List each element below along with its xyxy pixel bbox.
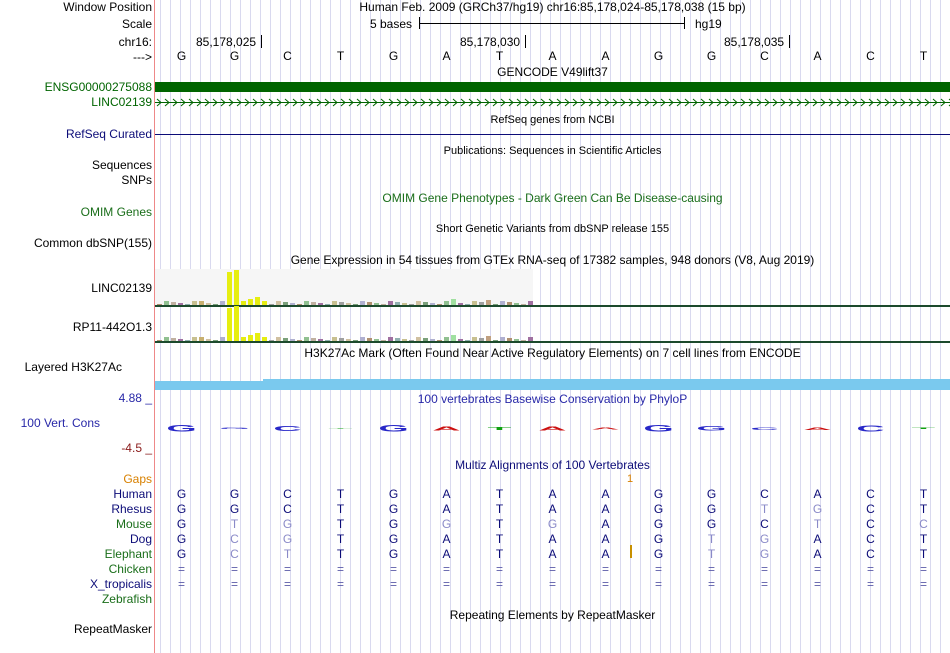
strand-label: ---> xyxy=(133,50,152,64)
alignment-base: = xyxy=(336,577,344,591)
alignment-base: T xyxy=(760,502,769,516)
gencode-gene-bar-ensg[interactable] xyxy=(155,82,950,92)
omim-track-title[interactable]: OMIM Gene Phenotypes - Dark Green Can Be Disease-causing xyxy=(382,191,723,205)
phylop-base-glyph: T xyxy=(328,427,353,430)
alignment-base: A xyxy=(601,487,610,501)
alignment-base: = xyxy=(601,577,609,591)
phylop-base-glyph: A xyxy=(538,425,567,432)
alignment-base: = xyxy=(389,562,397,576)
refseq-label[interactable]: RefSeq Curated xyxy=(65,127,152,141)
phylop-base-glyph: T xyxy=(911,427,936,430)
alignment-base: T xyxy=(919,502,928,516)
alignment-base: = xyxy=(230,562,238,576)
alignment-base: G xyxy=(653,517,664,531)
gtex-gene-rp11[interactable]: RP11-442O1.3 xyxy=(72,320,152,334)
alignment-base: G xyxy=(653,487,664,501)
alignment-base: G xyxy=(176,547,187,561)
phylop-base-glyph: G xyxy=(219,427,250,430)
alignment-base: = xyxy=(707,562,715,576)
species-label[interactable]: X_tropicalis xyxy=(89,577,152,591)
reference-base: A xyxy=(601,49,610,63)
alignment-base: A xyxy=(601,502,610,516)
gencode-item-linc[interactable]: LINC02139 xyxy=(91,95,152,109)
gtex-gene-linc[interactable]: LINC02139 xyxy=(91,281,152,295)
h3k27ac-signal-low[interactable] xyxy=(155,381,263,390)
alignment-base: C xyxy=(866,547,875,561)
species-label[interactable]: Human xyxy=(113,487,152,501)
alignment-base: = xyxy=(919,577,927,591)
scale-bar-right-tick xyxy=(684,17,685,29)
alignment-base: C xyxy=(283,502,292,516)
alignment-base: T xyxy=(495,502,504,516)
reference-base: G xyxy=(653,49,664,63)
alignment-base: = xyxy=(813,577,821,591)
alignment-base: = xyxy=(495,562,503,576)
gtex-tissue-bar[interactable] xyxy=(234,306,239,341)
alignment-base: = xyxy=(548,577,556,591)
alignment-base: C xyxy=(866,517,875,531)
alignment-base: G xyxy=(176,532,187,546)
alignment-base: T xyxy=(919,532,928,546)
alignment-base: = xyxy=(389,577,397,591)
alignment-base: T xyxy=(336,487,345,501)
alignment-base: = xyxy=(919,562,927,576)
coord-3-tick xyxy=(789,35,790,48)
cons-label[interactable]: 100 Vert. Cons xyxy=(20,416,100,430)
h3k27ac-label[interactable]: Layered H3K27Ac xyxy=(24,360,122,374)
coord-2-tick xyxy=(525,35,526,48)
alignment-base: G xyxy=(176,487,187,501)
alignment-base: G xyxy=(653,547,664,561)
alignment-base: = xyxy=(495,577,503,591)
alignment-base: = xyxy=(654,577,662,591)
scale-bar xyxy=(419,23,684,24)
gaps-label[interactable]: Gaps xyxy=(123,472,152,486)
alignment-base: T xyxy=(230,517,239,531)
alignment-base: = xyxy=(813,562,821,576)
alignment-base: G xyxy=(812,502,823,516)
alignment-base: C xyxy=(866,502,875,516)
alignment-base: A xyxy=(442,487,451,501)
gtex-tissue-bar[interactable] xyxy=(227,308,232,341)
alignment-base: G xyxy=(282,517,293,531)
alignment-base: = xyxy=(707,577,715,591)
reference-base: A xyxy=(442,49,451,63)
alignment-base: = xyxy=(654,562,662,576)
phylop-base-glyph: G xyxy=(378,423,409,434)
alignment-base: G xyxy=(388,502,399,516)
alignment-base: T xyxy=(919,487,928,501)
alignment-base: T xyxy=(495,547,504,561)
alignment-base: G xyxy=(706,517,717,531)
reference-base: G xyxy=(176,49,187,63)
alignment-base: G xyxy=(547,517,558,531)
alignment-base: A xyxy=(548,502,557,516)
alignment-base: A xyxy=(442,532,451,546)
scale-label: Scale xyxy=(121,17,152,31)
elephant-gap-mark xyxy=(630,545,632,558)
phylop-base-glyph: A xyxy=(803,426,832,431)
species-label[interactable]: Zebrafish xyxy=(101,592,152,606)
alignment-base: G xyxy=(176,502,187,516)
alignment-base: G xyxy=(706,487,717,501)
alignment-base: T xyxy=(495,532,504,546)
gtex-baseline-rp11 xyxy=(155,341,950,343)
alignment-base: A xyxy=(442,547,451,561)
gencode-item-ensg[interactable]: ENSG00000275088 xyxy=(44,80,152,94)
alignment-base: G xyxy=(706,502,717,516)
gtex-bg-linc xyxy=(155,269,533,305)
gtex-tissue-bar[interactable] xyxy=(255,297,260,305)
gencode-intron-arrows xyxy=(155,98,950,107)
scale-db: hg19 xyxy=(695,17,722,31)
alignment-base: G xyxy=(229,487,240,501)
alignment-base: T xyxy=(336,517,345,531)
alignment-base: T xyxy=(336,532,345,546)
species-label[interactable]: Rhesus xyxy=(111,502,152,516)
alignment-base: T xyxy=(813,517,822,531)
coord-2: 85,178,030 xyxy=(460,35,521,49)
alignment-base: = xyxy=(601,562,609,576)
alignment-base: T xyxy=(336,502,345,516)
alignment-base: = xyxy=(760,562,768,576)
snps-label[interactable]: SNPs xyxy=(121,173,152,187)
alignment-base: A xyxy=(601,517,610,531)
alignment-base: = xyxy=(442,562,450,576)
alignment-base: = xyxy=(760,577,768,591)
gap-count-mark[interactable]: 1 xyxy=(627,473,634,485)
alignment-base: = xyxy=(866,562,874,576)
alignment-base: T xyxy=(707,547,716,561)
alignment-base: A xyxy=(813,547,822,561)
alignment-base: = xyxy=(866,577,874,591)
window-position-label: Window Position xyxy=(63,0,152,14)
reference-base: T xyxy=(336,49,345,63)
alignment-base: A xyxy=(813,532,822,546)
alignment-base: A xyxy=(548,487,557,501)
dbsnp-track-title[interactable]: Short Genetic Variants from dbSNP release 155 xyxy=(435,223,670,235)
coord-3: 85,178,035 xyxy=(724,35,785,49)
phylop-base-glyph: G xyxy=(166,423,197,434)
repeatmasker-label[interactable]: RepeatMasker xyxy=(73,622,152,636)
alignment-base: T xyxy=(495,487,504,501)
phylop-track-title[interactable]: 100 vertebrates Basewise Conservation by PhyloP xyxy=(417,392,688,406)
alignment-base: = xyxy=(283,577,291,591)
alignment-base: C xyxy=(283,487,292,501)
omim-label[interactable]: OMIM Genes xyxy=(80,205,152,219)
reference-base: T xyxy=(495,49,504,63)
multiz-track-title[interactable]: Multiz Alignments of 100 Vertebrates xyxy=(455,458,650,472)
alignment-base: C xyxy=(760,517,769,531)
gtex-tissue-bar[interactable] xyxy=(234,270,239,305)
alignment-base: A xyxy=(548,547,557,561)
reference-base: C xyxy=(283,49,292,63)
scale-text: 5 bases xyxy=(370,17,413,31)
reference-base: T xyxy=(919,49,928,63)
species-label[interactable]: Dog xyxy=(129,532,152,546)
species-label[interactable]: Elephant xyxy=(104,547,152,561)
phylop-base-glyph: G xyxy=(643,423,674,434)
coord-1: 85,178,025 xyxy=(196,35,257,49)
alignment-base: T xyxy=(336,547,345,561)
alignment-base: G xyxy=(229,502,240,516)
chrom-label: chr16: xyxy=(118,35,152,49)
sequences-label[interactable]: Sequences xyxy=(91,158,152,172)
alignment-base: G xyxy=(282,532,293,546)
gencode-track-title[interactable]: GENCODE V49lift37 xyxy=(497,65,608,79)
reference-base: C xyxy=(760,49,769,63)
gtex-tissue-bar[interactable] xyxy=(227,272,232,305)
alignment-base: A xyxy=(548,532,557,546)
alignment-base: T xyxy=(919,547,928,561)
phylop-base-glyph: T xyxy=(487,425,512,432)
alignment-base: = xyxy=(177,577,185,591)
gtex-baseline-linc xyxy=(155,305,950,307)
alignment-base: G xyxy=(388,487,399,501)
alignment-base: C xyxy=(919,517,928,531)
alignment-base: C xyxy=(230,547,239,561)
reference-base: A xyxy=(548,49,557,63)
repeatmasker-track-title[interactable]: Repeating Elements by RepeatMasker xyxy=(449,608,656,622)
dbsnp-label[interactable]: Common dbSNP(155) xyxy=(33,236,152,250)
alignment-base: = xyxy=(177,562,185,576)
alignment-base: G xyxy=(653,532,664,546)
reference-base: G xyxy=(706,49,717,63)
alignment-base: = xyxy=(442,577,450,591)
alignment-base: G xyxy=(388,547,399,561)
phylop-base-glyph: G xyxy=(696,424,727,433)
refseq-track-title[interactable]: RefSeq genes from NCBI xyxy=(490,114,615,126)
alignment-base: C xyxy=(760,487,769,501)
alignment-base: A xyxy=(601,547,610,561)
phylop-base-glyph: C xyxy=(856,423,885,434)
reference-base: C xyxy=(866,49,875,63)
species-label[interactable]: Mouse xyxy=(115,517,152,531)
species-label[interactable]: Chicken xyxy=(108,562,152,576)
alignment-base: G xyxy=(388,532,399,546)
h3k27ac-track-title[interactable]: H3K27Ac Mark (Often Found Near Active Regulatory Elements) on 7 cell lines from ENCODE xyxy=(304,346,801,360)
assembly-position[interactable]: Human Feb. 2009 (GRCh37/hg19) chr16:85,178,024-85,178,038 (15 bp) xyxy=(359,0,746,14)
reference-base: G xyxy=(229,49,240,63)
alignment-base: T xyxy=(707,532,716,546)
alignment-base: G xyxy=(176,517,187,531)
phylop-max: 4.88 _ xyxy=(118,391,152,405)
alignment-base: G xyxy=(653,502,664,516)
alignment-base: T xyxy=(495,517,504,531)
refseq-gene-line[interactable] xyxy=(155,134,950,135)
alignment-base: A xyxy=(601,532,610,546)
reference-base: G xyxy=(388,49,399,63)
gtex-tissue-bar[interactable] xyxy=(255,333,260,341)
alignment-base: = xyxy=(230,577,238,591)
alignment-base: A xyxy=(813,487,822,501)
gtex-track-title[interactable]: Gene Expression in 54 tissues from GTEx RNA-seq of 17382 samples, 948 donors (V8, Aug 2019) xyxy=(290,253,815,267)
alignment-base: G xyxy=(388,517,399,531)
phylop-base-glyph: A xyxy=(432,425,461,432)
publications-track-title[interactable]: Publications: Sequences in Scientific Articles xyxy=(443,145,662,157)
phylop-base-glyph: A xyxy=(591,427,620,430)
alignment-base: C xyxy=(230,532,239,546)
phylop-min: -4.5 _ xyxy=(121,441,152,455)
alignment-base: A xyxy=(442,502,451,516)
alignment-base: = xyxy=(548,562,556,576)
alignment-base: = xyxy=(283,562,291,576)
h3k27ac-signal-high[interactable] xyxy=(263,379,950,390)
alignment-base: G xyxy=(759,532,770,546)
alignment-base: = xyxy=(336,562,344,576)
phylop-base-glyph: C xyxy=(750,426,779,431)
alignment-base: G xyxy=(759,547,770,561)
phylop-base-glyph: C xyxy=(273,424,302,433)
alignment-base: C xyxy=(866,487,875,501)
alignment-base: T xyxy=(283,547,292,561)
alignment-base: G xyxy=(441,517,452,531)
reference-base: A xyxy=(813,49,822,63)
alignment-base: C xyxy=(866,532,875,546)
coord-1-tick xyxy=(261,35,262,48)
